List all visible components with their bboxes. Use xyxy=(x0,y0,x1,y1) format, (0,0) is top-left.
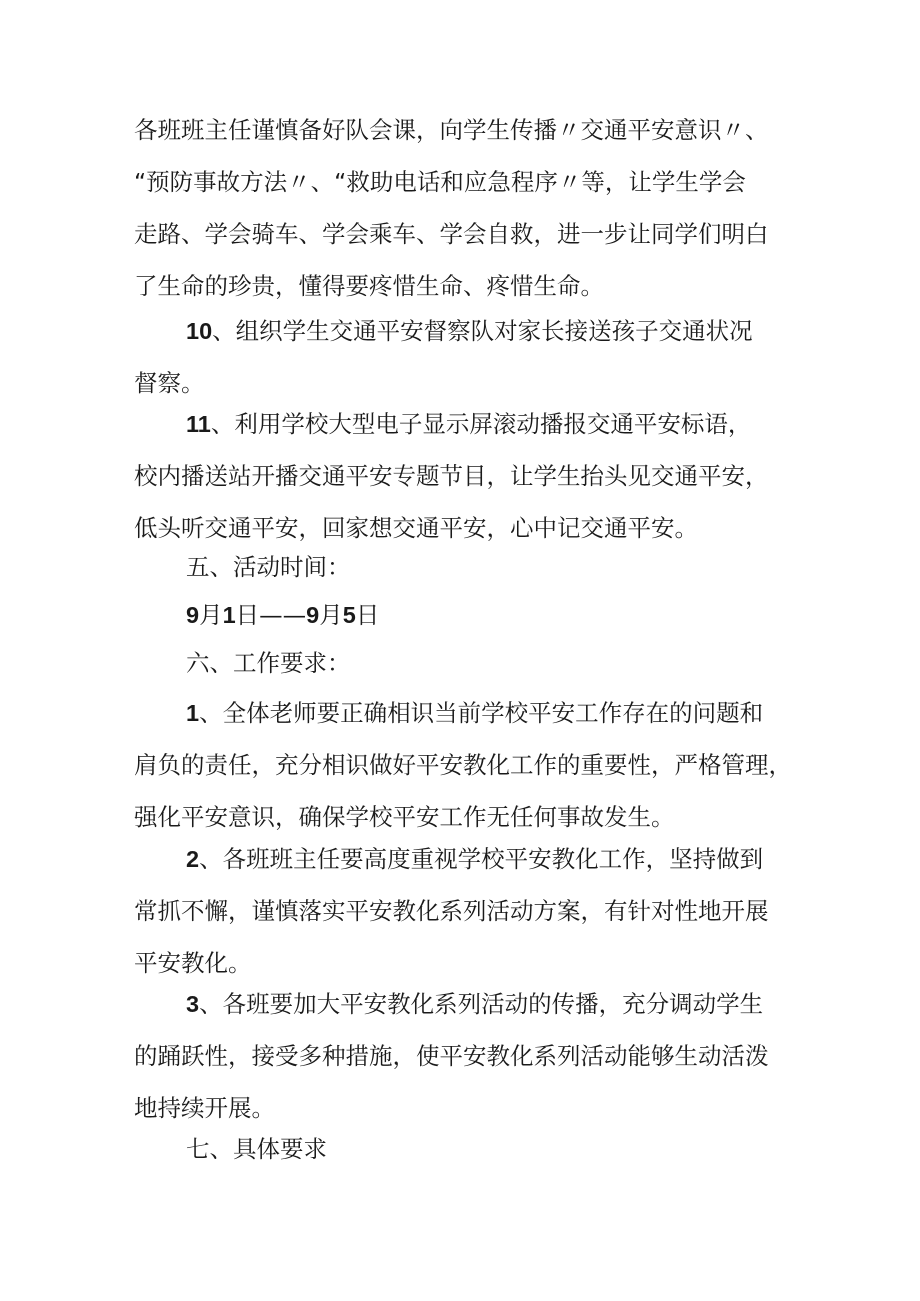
item-text: 、各班要加大平安教化系列活动的传播，充分调动学生 xyxy=(199,990,764,1018)
item-text: 、各班班主任要高度重视学校平安教化工作，坚持做到 xyxy=(199,845,764,873)
item-number: 2 xyxy=(186,846,200,872)
date-unit: 日—— xyxy=(235,601,307,629)
text-line xyxy=(134,978,794,1030)
item-text: 、利用学校大型电子显示屏滚动播报交通平安标语， xyxy=(210,410,752,438)
item-number: 3 xyxy=(186,991,200,1017)
item-text: 、全体老师要正确相识当前学校平安工作存在的问题和 xyxy=(199,699,764,727)
text-line: 了生命的珍贵，懂得要疼惜生命、疼惜生命。 xyxy=(134,272,604,300)
section-heading-activity-time: 五、活动时间： xyxy=(186,553,351,581)
text-line: 的踊跃性，接受多种措施，使平安教化系列活动能够生动活泼 xyxy=(134,1042,769,1070)
paragraph-requirement-1 xyxy=(134,687,794,843)
item-number: 1 xyxy=(186,700,200,726)
text-line xyxy=(134,305,794,357)
date-unit: 月 xyxy=(319,601,343,629)
activity-time-range xyxy=(134,589,794,641)
text-line xyxy=(134,687,794,739)
item-text: 、组织学生交通平安督察队对家长接送孩子交通状况 xyxy=(212,317,753,345)
text-line: 平安教化。 xyxy=(134,949,252,977)
item-number: 10 xyxy=(186,318,213,344)
section-heading-work-requirements: 六、工作要求： xyxy=(186,649,351,677)
text-line: 各班班主任谨慎备好队会课，向学生传播〃交通平安意识〃、 xyxy=(134,116,769,144)
text-line: “预防事故方法〃、“救助电话和应急程序〃等，让学生学会 xyxy=(134,168,746,196)
text-line: 强化平安意识，确保学校平安工作无任何事故发生。 xyxy=(134,803,675,831)
text-line: 督察。 xyxy=(134,369,205,397)
date-value: 9 xyxy=(306,602,320,628)
paragraph-class-meeting xyxy=(134,104,794,312)
date-value: 5 xyxy=(342,602,356,628)
text-line: 低头听交通平安，回家想交通平安，心中记交通平安。 xyxy=(134,514,698,542)
text-line: 校内播送站开播交通平安专题节目，让学生抬头见交通平安， xyxy=(134,462,769,490)
section-heading-specific-requirements: 七、具体要求 xyxy=(186,1135,327,1163)
text-line xyxy=(134,833,794,885)
date-unit: 日 xyxy=(355,601,380,629)
date-value: 1 xyxy=(222,602,236,628)
paragraph-requirement-3 xyxy=(134,978,794,1134)
paragraph-requirement-2 xyxy=(134,833,794,989)
text-line: 常抓不懈，谨慎落实平安教化系列活动方案，有针对性地开展 xyxy=(134,897,769,925)
item-number: 11 xyxy=(186,411,211,437)
paragraph-item-11 xyxy=(134,398,794,554)
text-line: 走路、学会骑车、学会乘车、学会自救，进一步让同学们明白 xyxy=(134,220,769,248)
text-line: 肩负的责任，充分相识做好平安教化工作的重要性，严格管理， xyxy=(134,751,792,779)
paragraph-item-10 xyxy=(134,305,794,409)
date-unit: 月 xyxy=(199,601,223,629)
date-value: 9 xyxy=(186,602,200,628)
text-line: 地持续开展。 xyxy=(134,1094,275,1122)
text-line xyxy=(134,398,794,450)
